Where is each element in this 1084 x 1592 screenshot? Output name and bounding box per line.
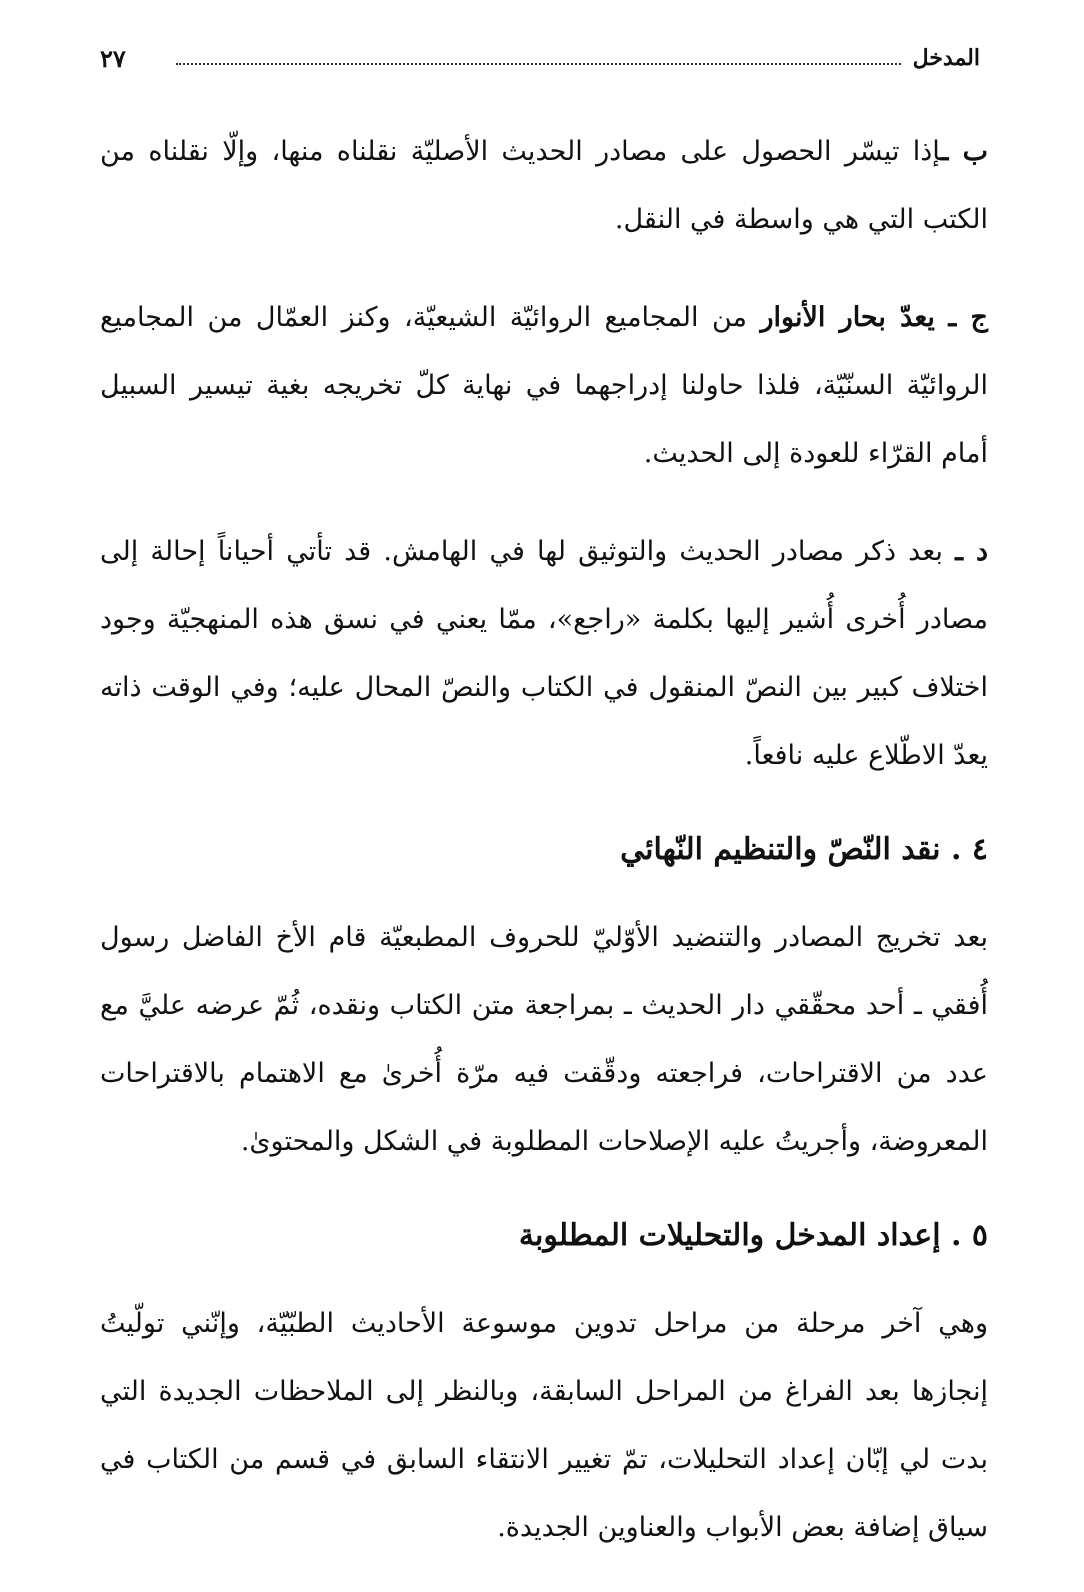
running-header — [100, 40, 980, 76]
item-d-lead: د ـ — [955, 536, 988, 567]
section-5-title: إعداد المدخل والتحليلات المطلوبة — [518, 1218, 941, 1253]
item-j-paragraph — [100, 284, 988, 488]
item-b-paragraph — [100, 118, 988, 254]
item-d-paragraph — [100, 518, 988, 790]
item-j-text: من المجاميع الروائيّة الشيعيّة، وكنز العمّال من المجاميع الروائيّة السنّيّة، فلذا حاولنا إدراجهما في نهاية كلّ تخريجه بغية تيسير السبيل أمام القرّاء للعودة إلى الحديث. — [100, 302, 988, 469]
section-4-title: نقد النّصّ والتنظيم النّهائي — [620, 832, 941, 867]
section-4-body: بعد تخريج المصادر والتنضيد الأوّليّ للحروف المطبعيّة قام الأخ الفاضل رسول أُفقي ـ أحد محقّقي دار الحديث ـ بمراجعة متن الكتاب ونقده، ثُمّ عرضه عليَّ مع عدد من الاقتراحات، فراجعته ودقّقت فيه مرّة أُخرىٰ مع الاهتمام بالاقتراحات المعروضة، وأجريتُ عليه الإصلاحات المطلوبة في الشكل والمحتوىٰ. — [100, 922, 988, 1157]
page-number: ٢٧ — [100, 43, 126, 73]
item-b-text: إذا تيسّر الحصول على مصادر الحديث الأصليّة نقلناه منها، وإلّا نقلناه من الكتب التي هي واسطة في النقل. — [100, 136, 988, 235]
header-dot-leader — [176, 63, 901, 65]
section-4-heading — [100, 820, 988, 880]
header-section-title: المدخل — [912, 45, 980, 71]
item-j-lead: ج ـ — [948, 302, 988, 333]
section-5-heading — [100, 1206, 988, 1266]
page-body — [100, 118, 988, 1592]
item-d-text: بعد ذكر مصادر الحديث والتوثيق لها في الهامش. قد تأتي أحياناً إحالة إلى مصادر أُخرى أُشير إليها بكلمة «راجع»، ممّا يعني في نسق هذه المنهجيّة وجود اختلاف كبير بين النصّ المنقول في الكتاب والنصّ المحال عليه؛ وفي الوقت ذاته يعدّ الاطّلاع عليه نافعاً. — [100, 536, 988, 771]
section-5-number: ٥ . — [950, 1218, 988, 1253]
item-b-lead: ب ـ — [940, 136, 988, 167]
section-5-body: وهي آخر مرحلة من مراحل تدوين موسوعة الأحاديث الطبّيّة، وإنّني تولّيتُ إنجازها بعد الفراغ من المراحل السابقة، وبالنظر إلى الملاحظات الجديدة التي بدت لي إبّان إعداد التحليلات، تمّ تغيير الانتقاء السابق في قسم من الكتاب في سياق إضافة بعض الأبواب والعناوين الجديدة. — [100, 1308, 988, 1543]
section-4-number: ٤ . — [950, 832, 988, 867]
item-j-bold-text: يعدّ بحار الأنوار — [760, 302, 935, 333]
